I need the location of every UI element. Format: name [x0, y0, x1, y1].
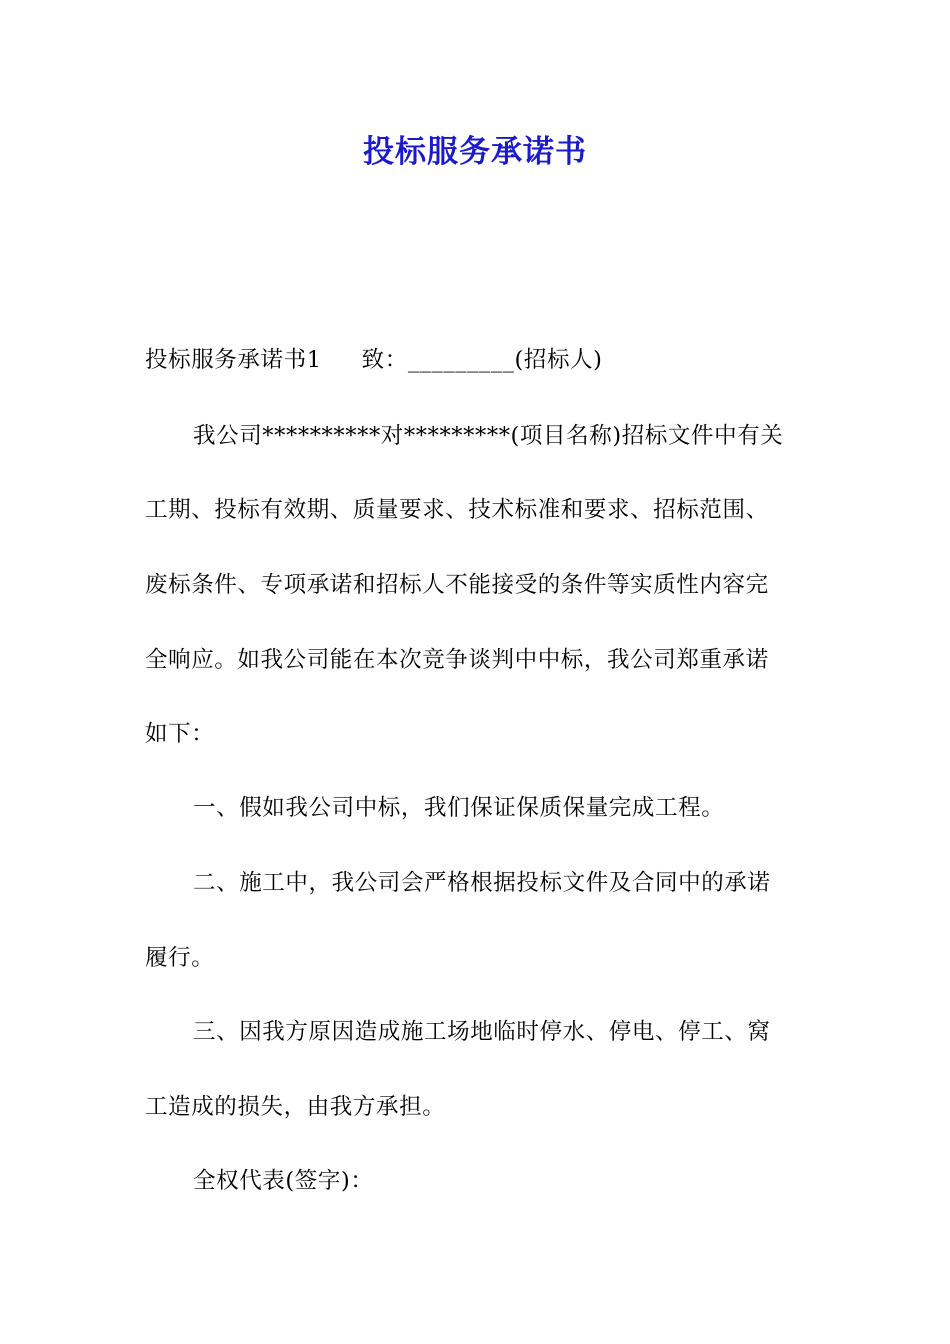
paragraph1-line2: 工期、投标有效期、质量要求、技术标准和要求、招标范围、	[145, 497, 769, 523]
item3-line2: 工造成的损失，由我方承担。	[145, 1094, 446, 1120]
paragraph1-line3: 废标条件、专项承诺和招标人不能接受的条件等实质性内容完	[145, 572, 769, 598]
paragraph1-line1: 我公司**********对*********(项目名称)招标文件中有关	[193, 423, 784, 449]
addressee: 致：_________(招标人)	[361, 347, 603, 373]
item3-line1: 三、因我方原因造成施工场地临时停水、停电、停工、窝	[193, 1019, 771, 1045]
item1-line1: 一、假如我公司中标，我们保证保质保量完成工程。	[193, 795, 725, 821]
item2-line2: 履行。	[145, 945, 215, 971]
heading-line	[145, 343, 815, 377]
paragraph1-line4: 全响应。如我公司能在本次竞争谈判中中标，我公司郑重承诺	[145, 647, 769, 673]
heading-left: 投标服务承诺书1	[145, 347, 322, 373]
item2-line1: 二、施工中，我公司会严格根据投标文件及合同中的承诺	[193, 870, 771, 896]
document-title: 投标服务承诺书	[363, 134, 587, 170]
signature-label: 全权代表(签字)：	[193, 1168, 374, 1194]
paragraph1-line5: 如下：	[145, 721, 215, 747]
